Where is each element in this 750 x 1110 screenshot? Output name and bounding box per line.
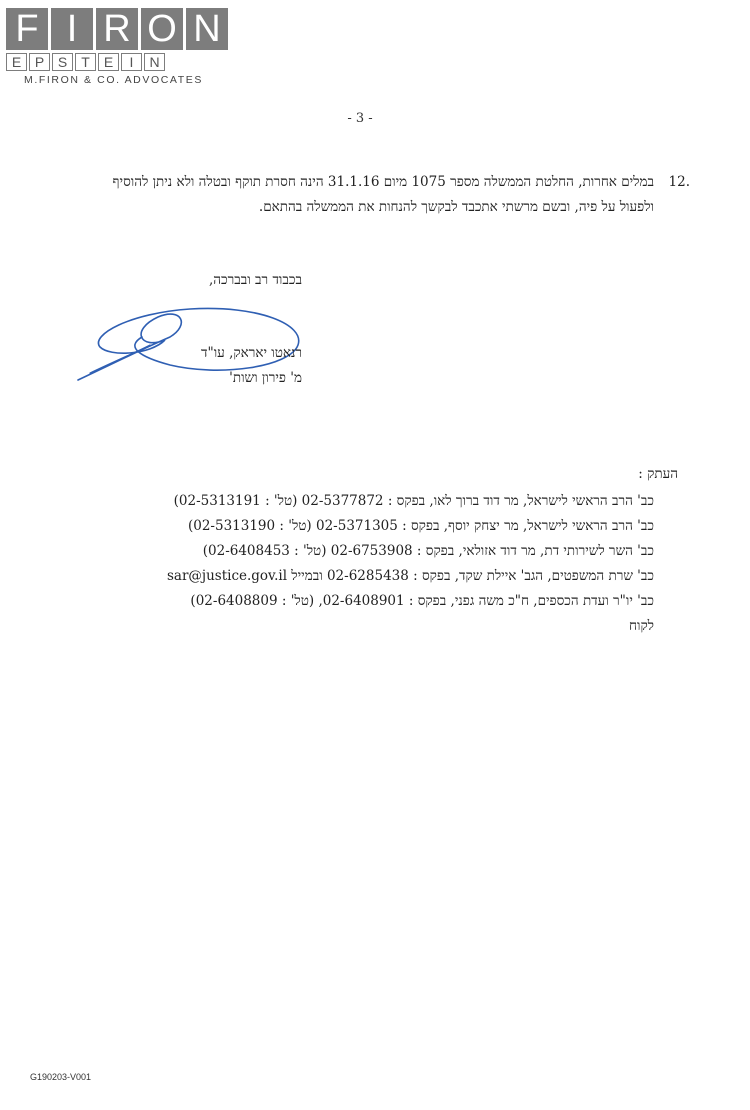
paragraph-line: ולפעול על פיה, ובשם מרשתי אתכבד לבקשך להנחות את הממשלה בהתאם. [258, 199, 654, 215]
logo-letter-small: I [121, 53, 142, 71]
logo-letter: F [6, 8, 48, 50]
signer-name: רנאטו יאראק, עו"ד [201, 345, 302, 361]
cc-recipient: כב' יו"ר ועדת הכספים, ח"כ משה גפני, בפקס : 02-6408901, (טל' : 02-6408809) [190, 593, 654, 609]
firm-tagline: M.FIRON & CO. ADVOCATES [24, 74, 203, 86]
logo-letter-small: E [6, 53, 27, 71]
page-number: - 3 - [347, 111, 373, 126]
logo-letter: O [141, 8, 183, 50]
cc-recipient: כב' הרב הראשי לישראל, מר יצחק יוסף, בפקס : 02-5371305 (טל' : 02-5313190) [187, 518, 654, 534]
logo-letter: N [186, 8, 228, 50]
paragraph-line: במלים אחרות, החלטת הממשלה מספר 1075 מיום 31.1.16 הינה חסרת תוקף ובטלה ולא ניתן להוסיף [112, 174, 654, 190]
cc-list [167, 490, 654, 640]
logo-letter: I [51, 8, 93, 50]
cc-recipient: כב' השר לשירותי דת, מר דוד אזולאי, בפקס : 02-6753908 (טל' : 02-6408453) [202, 543, 654, 559]
paragraph-number: 12. [668, 174, 690, 190]
cc-header: העתק : [638, 466, 678, 482]
cc-recipient: כב' שרת המשפטים, הגב' איילת שקד, בפקס : 02-6285438 ובמייל sar@justice.gov.il [166, 568, 654, 584]
logo-letter-small: T [75, 53, 96, 71]
logo-letter-small: N [144, 53, 165, 71]
cc-recipient: כב' הרב הראשי לישראל, מר דוד ברוך לאו, בפקס : 02-5377872 (טל' : 02-5313191) [173, 493, 654, 509]
logo-letter: R [96, 8, 138, 50]
logo-bottom-row [6, 53, 228, 71]
logo-top-row [6, 8, 228, 50]
document-code: G190203-V001 [30, 1072, 92, 1082]
logo-letter-small: P [29, 53, 50, 71]
logo-letter-small: S [52, 53, 73, 71]
signer-firm: מ' פירון ושות' [229, 370, 302, 386]
closing-salutation: בכבוד רב ובברכה, [208, 272, 302, 288]
firm-logo [6, 8, 228, 86]
logo-letter-small: E [98, 53, 119, 71]
cc-recipient: לקוח [629, 618, 654, 634]
